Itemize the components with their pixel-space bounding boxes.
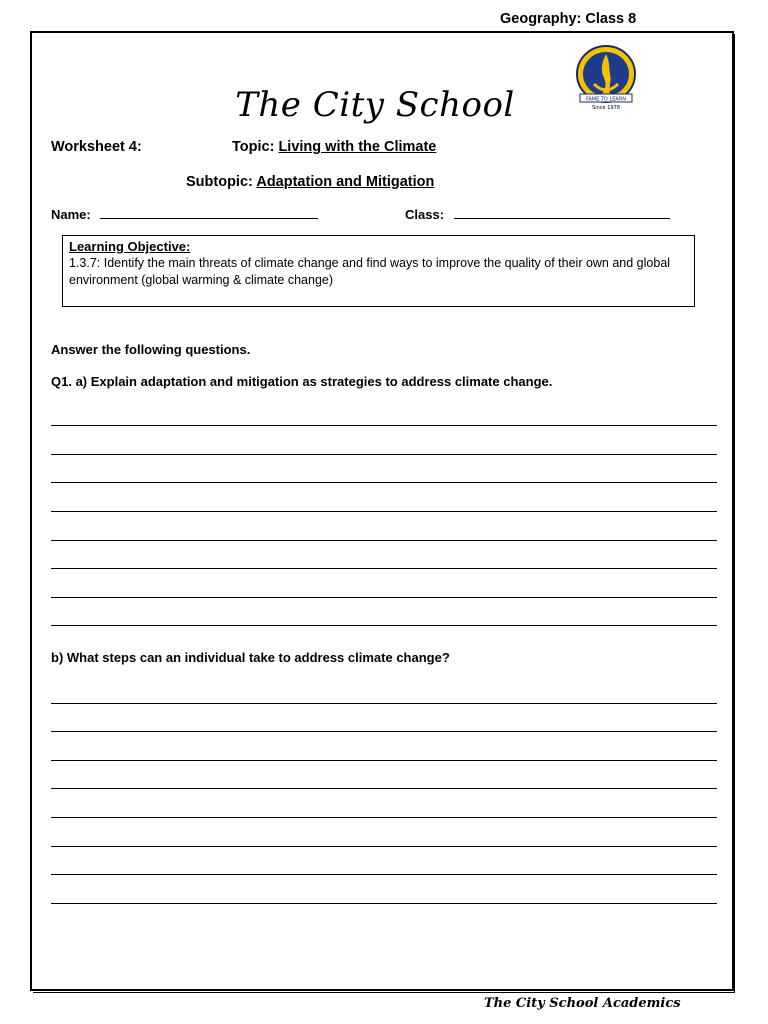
answer-line[interactable]: [51, 846, 717, 847]
topic-line: [232, 139, 436, 155]
answer-line[interactable]: [51, 511, 717, 512]
answer-line[interactable]: [51, 703, 717, 704]
subtopic-line: [186, 174, 434, 190]
school-crest-icon: [574, 44, 638, 112]
subtopic-value: Adaptation and Mitigation: [256, 174, 435, 190]
worksheet-label: Worksheet 4:: [51, 139, 142, 155]
topic-prefix: Topic:: [232, 139, 279, 155]
answer-line[interactable]: [51, 760, 717, 761]
objective-text: 1.3.7: Identify the main threats of climate change and find ways to improve the quality of their own and global environment (global warming & climate change): [69, 256, 671, 287]
instruction-text: Answer the following questions.: [51, 342, 251, 357]
class-field[interactable]: [454, 206, 670, 219]
topic-value: Living with the Climate: [278, 139, 437, 155]
class-label: Class:: [405, 207, 445, 222]
school-title: The City School: [235, 85, 515, 125]
answer-line[interactable]: [51, 540, 717, 541]
learning-objective-box: [62, 235, 695, 307]
answer-line[interactable]: [51, 425, 717, 426]
question-1b: b) What steps can an individual take to address climate change?: [51, 650, 450, 665]
answer-line[interactable]: [51, 597, 717, 598]
question-1a: Q1. a) Explain adaptation and mitigation as strategies to address climate change.: [51, 374, 553, 389]
logo-motto: FAME TO LEARN: [585, 96, 627, 103]
answer-line[interactable]: [51, 817, 717, 818]
answer-line[interactable]: [51, 482, 717, 483]
logo-since: Since 1978: [592, 105, 620, 111]
subtopic-prefix: Subtopic:: [186, 174, 257, 190]
footer-text: The City School Academics: [484, 996, 681, 1011]
answer-line[interactable]: [51, 625, 717, 626]
answer-line[interactable]: [51, 568, 717, 569]
name-row: [51, 206, 318, 222]
answer-line[interactable]: [51, 731, 717, 732]
subject-header: Geography: Class 8: [500, 11, 637, 27]
answer-line[interactable]: [51, 903, 717, 904]
objective-title: Learning Objective:: [69, 239, 191, 254]
name-field[interactable]: [100, 206, 318, 219]
name-label: Name:: [51, 207, 91, 222]
answer-line[interactable]: [51, 874, 717, 875]
answer-line[interactable]: [51, 788, 717, 789]
answer-line[interactable]: [51, 454, 717, 455]
class-row: [405, 206, 670, 222]
